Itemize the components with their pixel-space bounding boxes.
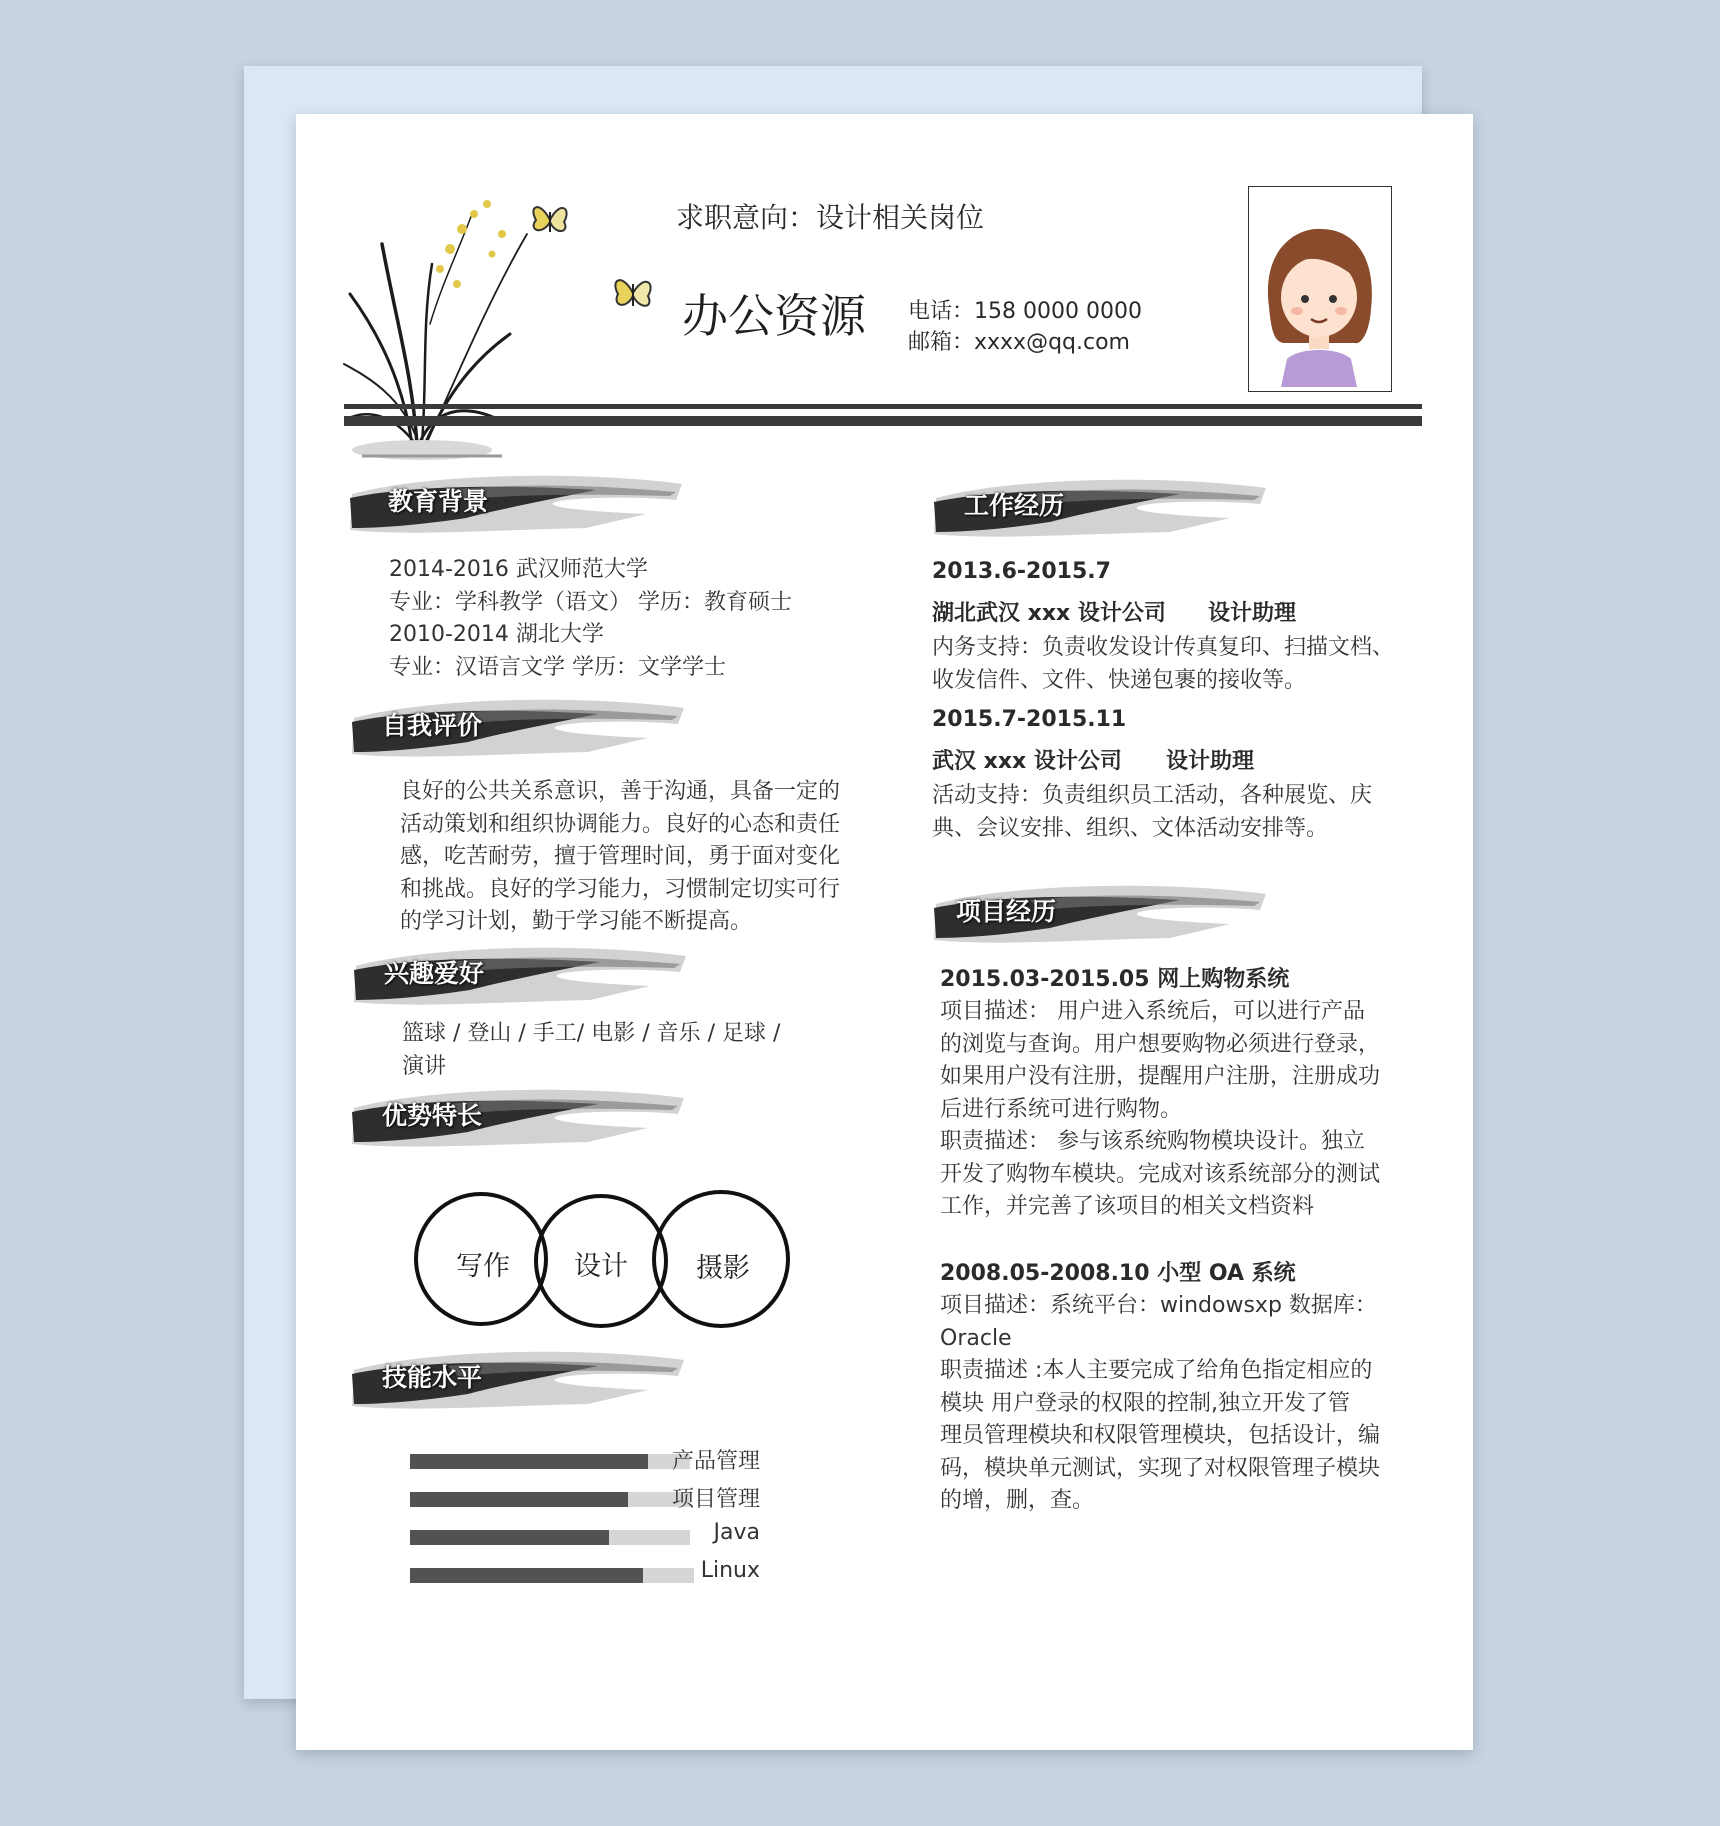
education-list [389, 554, 792, 684]
project-line: 的浏览与查询。用户想要购物必须进行登录， [940, 1031, 1381, 1057]
section-heading-projects [930, 870, 1270, 954]
work-role: 设计助理 [1208, 601, 1297, 626]
strengths-circles [414, 1182, 750, 1342]
avatar-illustration [1259, 227, 1379, 387]
work-description [932, 632, 1394, 697]
work-description-line: 内务支持：负责收发设计传真复印、扫描文档、 [932, 635, 1395, 660]
section-heading-strengths [348, 1074, 688, 1158]
skill-label: 项目管理 [671, 1487, 760, 1512]
work-company: 湖北武汉 xxx 设计公司 [932, 601, 1166, 626]
work-description [932, 780, 1372, 845]
section-heading-education [346, 460, 686, 544]
email-text: 邮箱：xxxx@qq.com [908, 330, 1130, 355]
skill-bar-fill [410, 1568, 643, 1583]
job-intent: 求职意向：设计相关岗位 [676, 201, 985, 234]
section-heading-work [930, 464, 1270, 548]
project-line: 职责描述： 参与该系统购物模块设计。独立 [940, 1129, 1365, 1154]
work-description-line: 活动支持：负责组织员工活动，各种展览、庆 [932, 783, 1373, 808]
work-description-line: 典、会议安排、组织、文体活动安排等。 [932, 815, 1329, 841]
skill-label: Linux [700, 1558, 760, 1583]
project-heading: 2008.05-2008.10 小型 OA 系统 [940, 1261, 1296, 1286]
phone-text: 电话：158 0000 0000 [908, 299, 1142, 324]
self-evaluation-text [400, 776, 840, 939]
project-heading: 2015.03-2015.05 网上购物系统 [940, 967, 1290, 992]
work-description-line: 收发信件、文件、快递包裹的接收等。 [932, 667, 1307, 693]
project-line: 项目描述：系统平台：windowsxp 数据库： [940, 1293, 1377, 1318]
header-divider [344, 404, 1422, 409]
section-title: 技能水平 [382, 1363, 483, 1392]
section-title: 项目经历 [956, 897, 1057, 926]
self-evaluation-line: 的学习计划，勤于学习能不断提高。 [400, 909, 753, 934]
education-line: 专业：学科教学（语文） 学历：教育硕士 [389, 589, 792, 615]
project-line: 模块 用户登录的权限的控制,独立开发了管 [940, 1390, 1350, 1416]
section-heading-self-evaluation [348, 684, 688, 768]
project-line: Oracle [940, 1325, 1012, 1351]
section-title: 优势特长 [382, 1101, 483, 1130]
skill-bar-fill [410, 1530, 609, 1545]
section-title: 工作经历 [964, 491, 1065, 520]
candidate-name: 办公资源 [682, 289, 866, 343]
self-evaluation-line: 良好的公共关系意识，善于沟通，具备一定的 [400, 779, 841, 804]
project-line: 后进行系统可进行购物。 [940, 1096, 1183, 1122]
work-period: 2015.7-2015.11 [932, 707, 1127, 732]
education-line: 2014-2016 武汉师范大学 [389, 557, 648, 582]
self-evaluation-line: 和挑战。良好的学习能力，习惯制定切实可行 [400, 876, 841, 902]
section-heading-hobbies [350, 932, 690, 1016]
hobbies-line: 篮球 / 登山 / 手工/ 电影 / 音乐 / 足球 / [402, 1021, 781, 1046]
self-evaluation-line: 活动策划和组织协调能力。良好的心态和责任 [400, 811, 841, 837]
education-line: 2010-2014 湖北大学 [389, 622, 604, 647]
project-line: 项目描述： 用户进入系统后，可以进行产品 [940, 999, 1365, 1024]
project-line: 如果用户没有注册，提醒用户注册，注册成功 [940, 1064, 1381, 1089]
skill-label: 产品管理 [671, 1449, 760, 1474]
section-title: 教育背景 [388, 487, 489, 516]
section-title: 兴趣爱好 [384, 959, 485, 988]
project-line: 的增，删，查。 [940, 1488, 1095, 1513]
project-description [940, 1290, 1380, 1518]
education-line: 专业：汉语言文学 学历：文学学士 [389, 654, 726, 680]
butterfly-icon [526, 196, 574, 244]
strength-label: 摄影 [696, 1253, 750, 1284]
self-evaluation-line: 感，吃苦耐劳，擅于管理时间，勇于面对变化 [400, 844, 841, 869]
header-divider [344, 416, 1422, 426]
project-line: 职责描述 :本人主要完成了给角色指定相应的 [940, 1358, 1373, 1383]
work-role: 设计助理 [1166, 749, 1255, 774]
work-period: 2013.6-2015.7 [932, 559, 1111, 584]
skill-bar-fill [410, 1454, 648, 1469]
project-line: 工作，并完善了该项目的相关文档资料 [940, 1194, 1315, 1219]
hobbies-line: 演讲 [402, 1053, 447, 1079]
strength-label: 设计 [574, 1251, 628, 1282]
skill-label: Java [713, 1520, 760, 1545]
project-line: 码，模块单元测试，实现了对权限管理子模块 [940, 1455, 1381, 1481]
work-company: 武汉 xxx 设计公司 [932, 749, 1122, 774]
butterfly-icon [608, 268, 658, 318]
resume-page [296, 114, 1473, 1750]
section-heading-skills [348, 1336, 688, 1420]
section-title: 自我评价 [382, 711, 483, 740]
skill-bar-fill [410, 1492, 628, 1507]
skills-bars [410, 1444, 810, 1604]
project-description [940, 996, 1380, 1224]
project-line: 开发了购物车模块。完成对该系统部分的测试 [940, 1161, 1381, 1187]
project-line: 理员管理模块和权限管理模块，包括设计，编 [940, 1423, 1381, 1448]
photo-frame [1248, 186, 1392, 392]
contact-info [908, 296, 1142, 358]
strength-label: 写作 [456, 1251, 510, 1282]
